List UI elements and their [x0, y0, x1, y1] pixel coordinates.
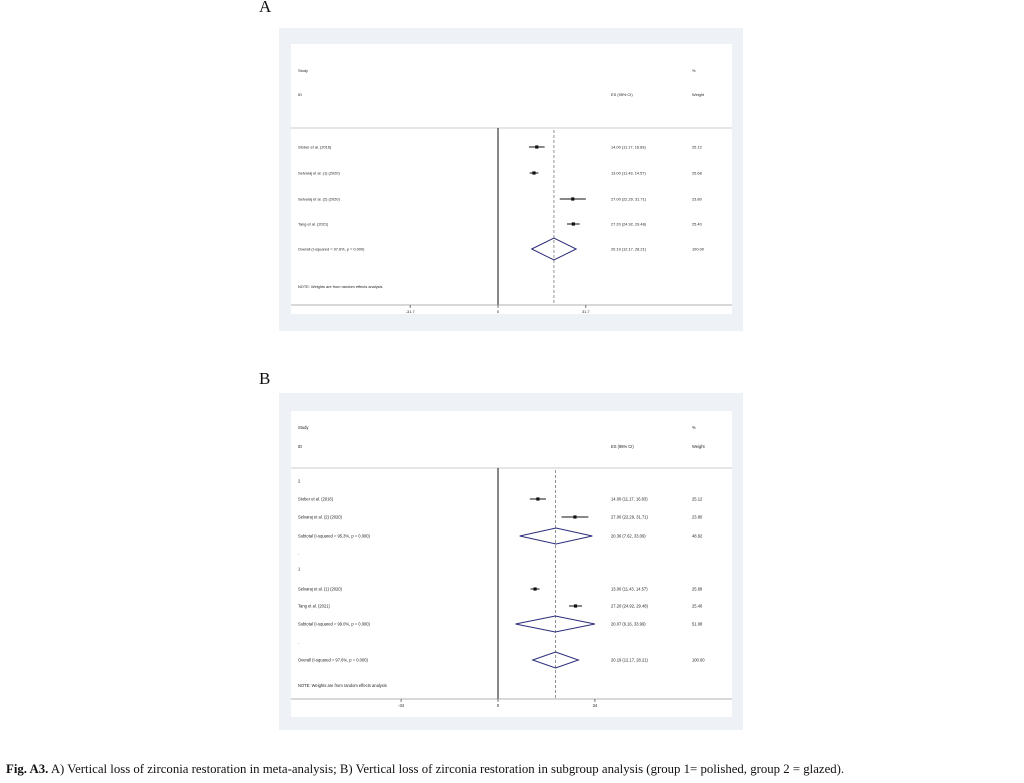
- panel-b-letter: B: [259, 369, 271, 388]
- row-label: Subtotal (I-squared = 95.3%, p = 0.000): [298, 533, 370, 539]
- x-tick-label: 0: [496, 309, 500, 314]
- random-effects-note: NOTE: Weights are from random effects analysis: [298, 683, 387, 688]
- header-percent: %: [692, 425, 696, 430]
- row-es-ci: 20.36 (7.62, 33.09): [611, 533, 646, 539]
- row-label: Overall (I-squared = 97.6%, p = 0.000): [298, 657, 368, 663]
- row-es-ci: 20.19 (12.17, 28.21): [611, 246, 647, 252]
- row-label: Selvaraj et al. (1) (2020): [298, 170, 340, 176]
- row-label: Stober et al. (2016): [298, 496, 334, 502]
- row-weight: 23.80: [692, 196, 702, 202]
- header-percent: %: [692, 68, 696, 73]
- row-weight: 25.40: [692, 221, 702, 227]
- study-marker: [535, 145, 538, 148]
- row-es-ci: 27.20 (24.92, 29.48): [611, 221, 647, 227]
- row-weight: 48.92: [692, 533, 703, 539]
- study-marker: [536, 497, 539, 500]
- forest-plot-b-svg: [279, 393, 743, 730]
- row-label: Tang et al. (2021): [298, 603, 330, 609]
- x-tick-label: 31.7: [582, 309, 590, 314]
- row-label: Tang et al. (2021): [298, 221, 329, 227]
- header-weight: Weight: [692, 92, 705, 97]
- row-es-ci: 14.00 (11.17, 16.83): [611, 496, 648, 502]
- row-label: .: [298, 550, 300, 556]
- row-es-ci: 14.00 (11.17, 16.83): [611, 144, 646, 150]
- x-tick-label: -31.7: [405, 309, 415, 314]
- x-tick-label: 34: [592, 703, 598, 708]
- row-label: Overall (I-squared = 97.6%, p = 0.000): [298, 246, 365, 252]
- row-weight: 25.68: [692, 586, 703, 592]
- row-weight: 51.08: [692, 621, 703, 627]
- header-id: ID: [298, 444, 303, 449]
- row-label: Stober et al. (2016): [298, 144, 332, 150]
- header-study: Study: [298, 425, 309, 430]
- row-es-ci: 13.00 (11.43, 14.57): [611, 586, 648, 592]
- row-es-ci: 27.00 (22.29, 31.71): [611, 514, 648, 520]
- row-label: Selvaraj et al. (2) (2020): [298, 196, 340, 202]
- row-weight: 23.80: [692, 514, 703, 520]
- row-label: 2: [298, 478, 301, 484]
- row-label: Subtotal (I-squared = 99.0%, p = 0.000): [298, 621, 370, 627]
- row-label: Selvaraj et al. (2) (2020): [298, 514, 342, 520]
- panel-a-letter: A: [259, 0, 272, 16]
- study-marker: [532, 171, 535, 174]
- row-label: 1: [298, 566, 301, 572]
- figure-caption-text: A) Vertical loss of zirconia restoration in meta-analysis; B) Vertical loss of zirconia restoration in subgroup analysis (group 1= polished, group 2 = glazed).: [50, 762, 845, 776]
- study-marker: [533, 587, 536, 590]
- row-weight: 25.12: [692, 496, 703, 502]
- row-es-ci: 27.00 (22.29, 31.71): [611, 196, 647, 202]
- header-weight: Weight: [692, 444, 705, 449]
- row-es-ci: 27.20 (24.92, 29.48): [611, 603, 648, 609]
- study-marker: [571, 197, 574, 200]
- plot-canvas: [291, 411, 732, 717]
- forest-plot-b: [279, 393, 743, 730]
- study-marker: [574, 604, 577, 607]
- row-weight: 100.00: [692, 657, 705, 663]
- row-es-ci: 20.07 (6.16, 33.99): [611, 621, 646, 627]
- header-study: Study: [298, 68, 308, 73]
- row-weight: 25.12: [692, 144, 702, 150]
- row-es-ci: 20.19 (12.17, 28.21): [611, 657, 648, 663]
- header-id: ID: [298, 92, 302, 97]
- forest-plot-a: [279, 28, 743, 331]
- row-label: Selvaraj et al. (1) (2020): [298, 586, 342, 592]
- row-weight: 25.40: [692, 603, 703, 609]
- x-tick-label: -34: [398, 703, 405, 708]
- forest-plot-a-svg: [279, 28, 743, 331]
- figure-caption: [6, 762, 1021, 777]
- row-weight: 25.68: [692, 170, 702, 176]
- figure-caption-label: Fig. A3.: [6, 762, 49, 776]
- study-marker: [572, 222, 575, 225]
- study-marker: [573, 515, 576, 518]
- plot-canvas: [291, 44, 732, 314]
- row-label: .: [298, 639, 300, 645]
- row-es-ci: 13.00 (11.43, 14.57): [611, 170, 646, 176]
- header-es-ci: ES (95% CI): [611, 92, 633, 97]
- header-es-ci: ES (95% CI): [611, 444, 634, 449]
- x-tick-label: 0: [496, 703, 500, 708]
- row-weight: 100.00: [692, 246, 704, 252]
- random-effects-note: NOTE: Weights are from random effects analysis: [298, 284, 383, 289]
